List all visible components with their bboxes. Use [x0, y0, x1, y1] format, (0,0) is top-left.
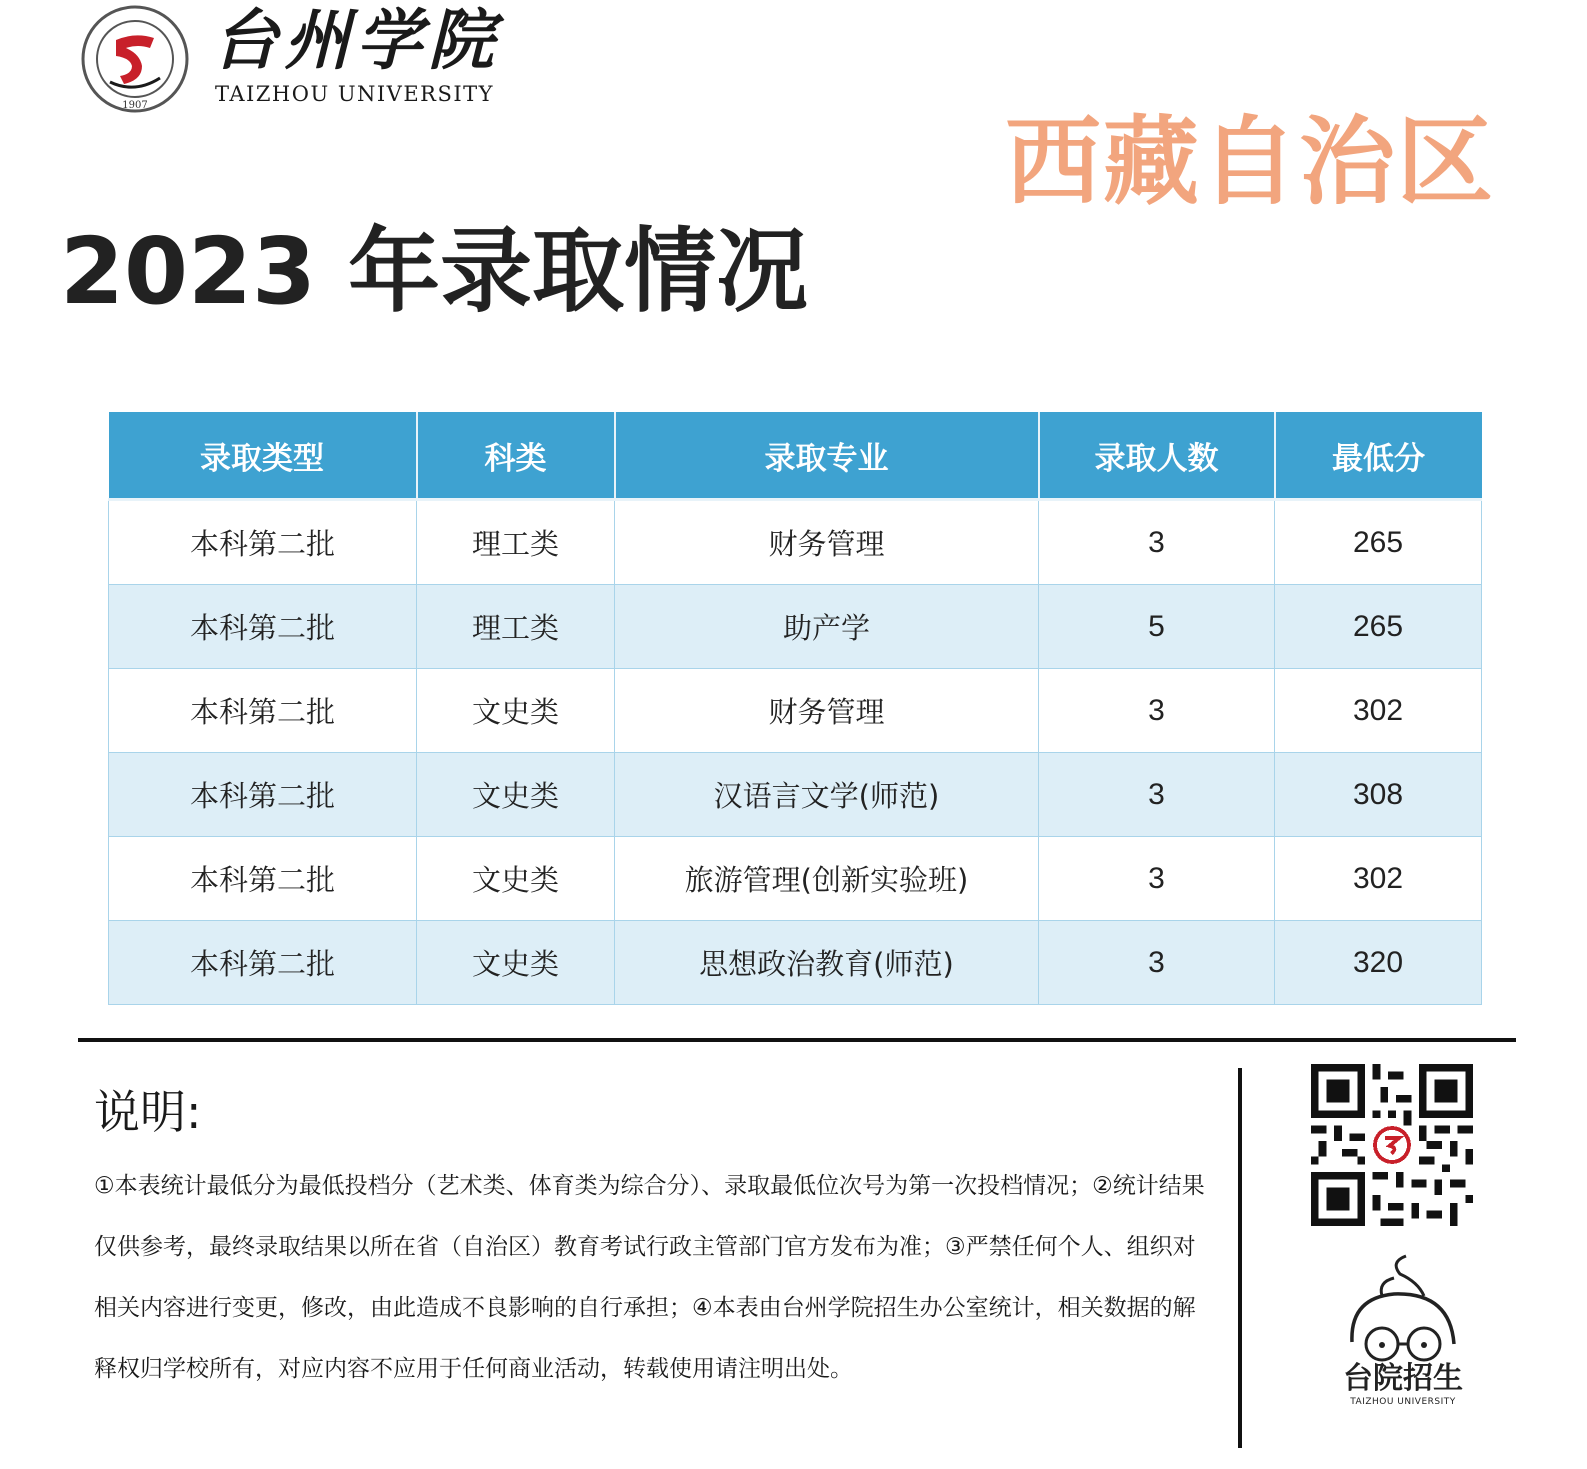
- cell-batch: 本科第二批: [109, 500, 417, 585]
- cell-min-score: 265: [1275, 585, 1482, 669]
- cell-category: 文史类: [417, 669, 615, 753]
- cell-min-score: 320: [1275, 921, 1482, 1005]
- university-name-logo: 台州学院: [212, 1, 500, 79]
- mascot-label: 台院招生: [1343, 1361, 1463, 1396]
- cell-major: 旅游管理(创新实验班): [615, 837, 1039, 921]
- cell-category: 理工类: [417, 500, 615, 585]
- page-title: 2023 年录取情况: [60, 218, 809, 325]
- cell-min-score: 302: [1275, 669, 1482, 753]
- cell-count: 3: [1039, 669, 1275, 753]
- cell-category: 文史类: [417, 753, 615, 837]
- notes-heading: 说明:: [94, 1085, 202, 1139]
- cell-batch: 本科第二批: [109, 921, 417, 1005]
- column-header-category: 科类: [417, 412, 615, 500]
- seal-year: 1907: [122, 100, 148, 111]
- admission-table-container: [108, 412, 1481, 1005]
- cell-min-score: 302: [1275, 837, 1482, 921]
- table-row: [109, 585, 1482, 669]
- cell-min-score: 308: [1275, 753, 1482, 837]
- cell-major: 思想政治教育(师范): [615, 921, 1039, 1005]
- admission-table: [108, 412, 1482, 1005]
- table-row: [109, 837, 1482, 921]
- cell-min-score: 265: [1275, 500, 1482, 585]
- cell-category: 理工类: [417, 585, 615, 669]
- horizontal-divider: [78, 1038, 1516, 1042]
- vertical-divider: [1238, 1068, 1242, 1448]
- cell-batch: 本科第二批: [109, 669, 417, 753]
- table-row: [109, 753, 1482, 837]
- column-header-batch: 录取类型: [109, 412, 417, 500]
- cell-count: 3: [1039, 837, 1275, 921]
- cell-count: 3: [1039, 921, 1275, 1005]
- table-row: [109, 921, 1482, 1005]
- university-name-english: TAIZHOU UNIVERSITY: [215, 82, 495, 106]
- column-header-major: 录取专业: [615, 412, 1039, 500]
- cell-category: 文史类: [417, 921, 615, 1005]
- cell-count: 3: [1039, 500, 1275, 585]
- cell-major: 助产学: [615, 585, 1039, 669]
- table-row: [109, 669, 1482, 753]
- cell-major: 汉语言文学(师范): [615, 753, 1039, 837]
- cell-major: 财务管理: [615, 500, 1039, 585]
- column-header-count: 录取人数: [1039, 412, 1275, 500]
- cell-major: 财务管理: [615, 669, 1039, 753]
- qr-code-icon: [1311, 1064, 1473, 1226]
- table-header-row: [109, 412, 1482, 500]
- table-row: [109, 500, 1482, 585]
- region-title: 西藏自治区: [1005, 106, 1495, 218]
- cell-count: 5: [1039, 585, 1275, 669]
- notes-body: ①本表统计最低分为最低投档分（艺术类、体育类为综合分）、录取最低位次号为第一次投档情况；②统计结果仅供参考，最终录取结果以所在省（自治区）教育考试行政主管部门官方发布为准；③严禁任何个人、组织对相关内容进行变更，修改，由此造成不良影响的自行承担；④本表由台州学院招生办公室统计，相关数据的解释权归学校所有，对应内容不应用于任何商业活动，转载使用请注明出处。: [94, 1173, 1205, 1382]
- cell-batch: 本科第二批: [109, 753, 417, 837]
- cell-category: 文史类: [417, 837, 615, 921]
- university-seal-icon: [80, 4, 190, 114]
- cell-batch: 本科第二批: [109, 585, 417, 669]
- cell-batch: 本科第二批: [109, 837, 417, 921]
- cell-count: 3: [1039, 753, 1275, 837]
- column-header-min-score: 最低分: [1275, 412, 1482, 500]
- mascot-subtitle: TAIZHOU UNIVERSITY: [1350, 1397, 1456, 1407]
